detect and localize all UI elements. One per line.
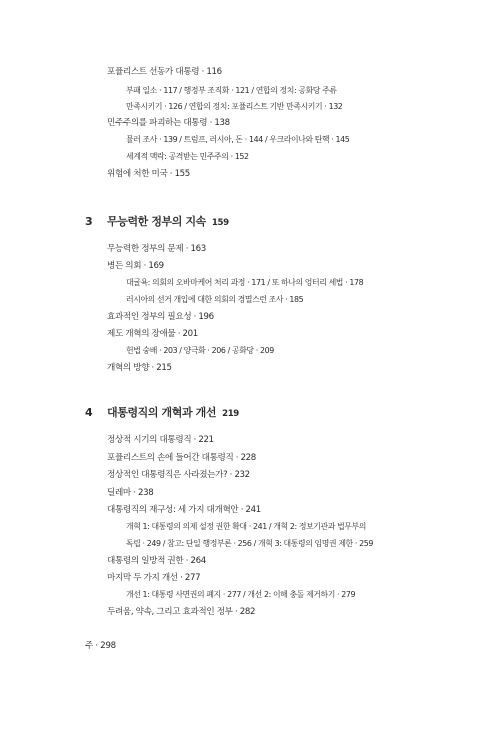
chapter-number: 3 — [85, 215, 93, 228]
toc-subentry: 개선 1: 대통령 사면권의 폐지 · 277 / 개선 2: 이해 충돌 제거하기 · 279 — [126, 590, 356, 599]
toc-subentry: 만족시키기 · 126 / 연합의 정치: 포퓰리스트 기반 만족시키기 · 132 — [126, 102, 343, 111]
toc-subentry: 개혁 1: 대통령의 의제 설정 권한 확대 · 241 / 개혁 2: 정보기관과 법무부의 — [126, 522, 366, 531]
toc-entry: 정상적 시기의 대통령직 · 221 — [107, 435, 214, 445]
toc-entry: 두려움, 약속, 그리고 효과적인 정부 · 282 — [107, 607, 256, 617]
toc-subentry: 독립 · 249 / 참고: 단일 행정부론 · 256 / 개혁 3: 대통령의 임명권 제한 · 259 — [126, 539, 373, 548]
toc-entry: 민주주의를 파괴하는 대통령 · 138 — [107, 118, 230, 128]
toc-entry: 효과적인 정부의 필요성 · 196 — [107, 312, 214, 322]
toc-subentry: 헌법 숭배 · 203 / 양극화 · 206 / 공화당 · 209 — [126, 346, 274, 355]
toc-entry: 제도 개혁의 장애물 · 201 — [107, 329, 198, 339]
chapter-heading — [107, 215, 229, 230]
toc-entry: 병든 의회 · 169 — [107, 261, 164, 271]
toc-subentry: 세계적 맥락: 공격받는 민주주의 · 152 — [126, 152, 249, 161]
toc-entry: 개혁의 방향 · 215 — [107, 363, 172, 373]
notes-entry: 주 · 298 — [85, 641, 116, 651]
chapter-page: 219 — [222, 409, 239, 419]
chapter-number: 4 — [85, 406, 93, 419]
toc-subentry: 부패 일소 · 117 / 행정부 조직화 · 121 / 연합의 정치: 공화당 주류 — [126, 86, 337, 95]
chapter-heading — [107, 406, 239, 421]
chapter-title: 무능력한 정부의 지속 — [107, 215, 206, 228]
chapter-page: 159 — [211, 218, 229, 228]
toc-entry: 딜레마 · 238 — [107, 488, 154, 498]
toc-entry: 무능력한 정부의 문제 · 163 — [107, 244, 206, 254]
toc-entry: 위험에 처한 미국 · 155 — [107, 169, 190, 179]
chapter-title: 대통령직의 개혁과 개선 — [107, 406, 217, 419]
toc-subentry: 뮬러 조사 · 139 / 트럼프, 러시아, 돈 · 144 / 우크라이나와 탄핵 · 145 — [126, 135, 350, 144]
toc-entry: 대통령직의 재구성: 세 가지 대개혁안 · 241 — [107, 505, 261, 515]
toc-subentry: 러시아의 선거 개입에 대한 의회의 경멸스런 조사 · 185 — [126, 295, 304, 304]
toc-entry: 정상적인 대통령직은 사라졌는가? · 232 — [107, 470, 250, 480]
toc-entry: 포퓰리스트의 손에 들어간 대통령직 · 228 — [107, 453, 256, 463]
toc-entry: 마지막 두 가지 개선 · 277 — [107, 573, 201, 583]
toc-entry: 대통령의 일방적 권한 · 264 — [107, 556, 206, 566]
toc-entry: 포퓰리스트 선동가 대통령 · 116 — [107, 67, 222, 77]
toc-subentry: 대굴욕: 의회의 오바마케어 처리 과정 · 171 / 또 하나의 엉터리 세법 · 178 — [126, 278, 364, 287]
